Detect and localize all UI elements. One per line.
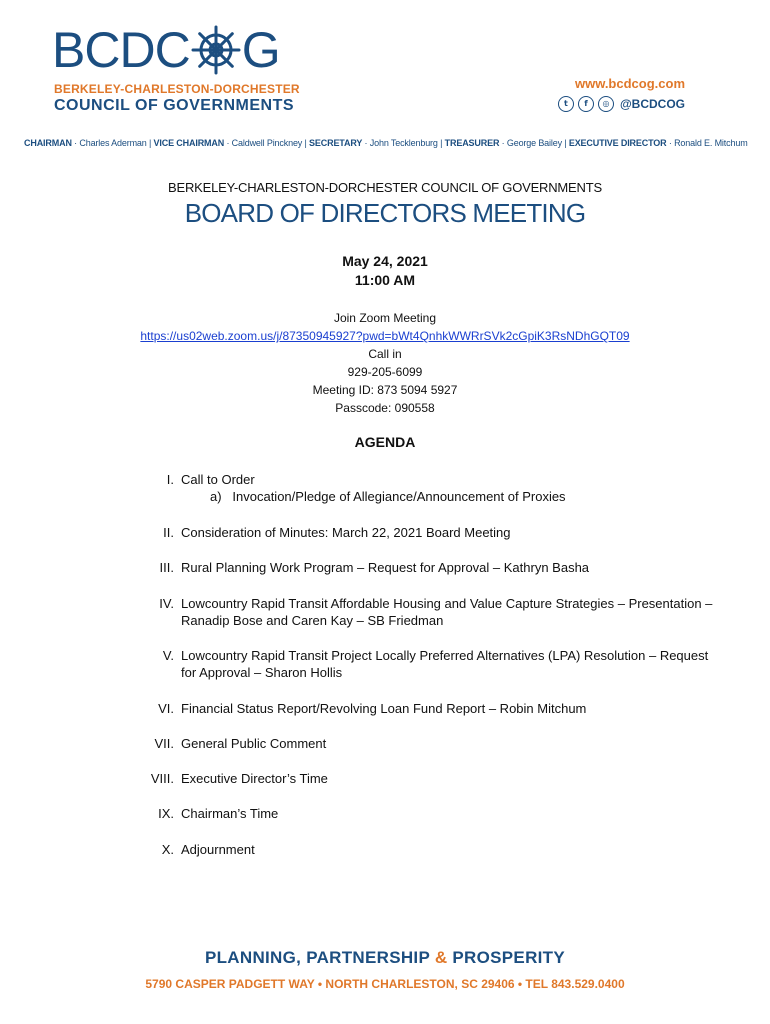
twitter-icon[interactable]: t <box>558 96 574 112</box>
agenda-item-number: I. <box>166 472 174 487</box>
agenda-item-text: Chairman’s Time <box>181 806 279 821</box>
officer-name: John Tecklenburg <box>369 138 438 148</box>
meeting-date: May 24, 2021 <box>342 253 428 269</box>
agenda-item-number: IX. <box>158 806 174 821</box>
logo-wordmark <box>52 22 280 78</box>
agenda-sub-item: a) Invocation/Pledge of Allegiance/Announcement of Proxies <box>210 489 566 504</box>
officer-role: VICE CHAIRMAN <box>153 138 225 148</box>
meeting-time: 11:00 AM <box>354 272 416 288</box>
social-media <box>558 95 685 113</box>
officer-role: SECRETARY <box>309 138 363 148</box>
instagram-icon[interactable]: ◎ <box>598 96 614 112</box>
organization-logo <box>52 22 300 122</box>
agenda-item-number: VIII. <box>150 771 174 786</box>
logo-subtitle-region: BERKELEY-CHARLESTON-DORCHESTER <box>54 82 300 96</box>
ships-wheel-icon <box>191 25 241 75</box>
tagline-part-a: PLANNING, PARTNERSHIP <box>204 948 435 967</box>
officer-name: Ronald E. Mitchum <box>674 138 748 148</box>
agenda-item-text: Lowcountry Rapid Transit Project Locally Preferred Alternatives (LPA) Resolution – Request for Approval – Sharon Hollis <box>181 648 709 680</box>
website-link[interactable]: www.bcdcog.com <box>574 76 685 91</box>
agenda-item-text: Call to Order <box>181 472 255 487</box>
agenda-item-text: Financial Status Report/Revolving Loan Fund Report – Robin Mitchum <box>181 701 587 716</box>
officer-role: CHAIRMAN <box>24 138 72 148</box>
agenda-item-text: Lowcountry Rapid Transit Affordable Housing and Value Capture Strategies – Presentation – Ranadip Bose and Caren Kay – SB Friedman <box>181 596 713 628</box>
agenda-item-number: VII. <box>154 736 174 751</box>
tagline-ampersand: & <box>434 948 448 967</box>
officer-name: George Bailey <box>506 138 562 148</box>
call-in-phone: 929-205-6099 <box>347 365 423 379</box>
tagline-part-b: PROSPERITY <box>447 948 565 967</box>
passcode: Passcode: 090558 <box>335 401 435 415</box>
zoom-details <box>0 309 770 417</box>
meeting-id: Meeting ID: 873 5094 5927 <box>312 383 458 397</box>
zoom-join-label: Join Zoom Meeting <box>333 311 437 325</box>
officer-role: EXECUTIVE DIRECTOR <box>568 138 667 148</box>
footer-tagline <box>0 948 770 968</box>
agenda-item-number: II. <box>163 525 174 540</box>
officer-name: Charles Aderman <box>79 138 147 148</box>
agenda-item-text: General Public Comment <box>181 736 327 751</box>
footer-address: 5790 CASPER PADGETT WAY • NORTH CHARLESTON, SC 29406 • TEL 843.529.0400 <box>145 977 625 991</box>
agenda-item-number: V. <box>162 648 174 663</box>
logo-letters-right: G <box>241 22 280 78</box>
agenda-item-number: III. <box>159 560 174 575</box>
officers-line: CHAIRMAN · Charles Aderman | VICE CHAIRMAN · Caldwell Pinckney | SECRETARY · John Tecklenburg | TREASURER · George Bailey | EXECUTIVE DIRECTOR · Ronald E. Mitchum <box>24 138 748 148</box>
organization-name: BERKELEY-CHARLESTON-DORCHESTER COUNCIL OF GOVERNMENTS <box>168 180 602 195</box>
call-in-label: Call in <box>368 347 402 361</box>
zoom-link[interactable]: https://us02web.zoom.us/j/87350945927?pwd=bWt4QnhkWWRrSVk2cGpiK3RsNDhGQT09 <box>140 329 630 343</box>
agenda-item-number: IV. <box>159 596 174 611</box>
officer-name: Caldwell Pinckney <box>231 138 303 148</box>
logo-subtitle-council: COUNCIL OF GOVERNMENTS <box>54 97 295 114</box>
agenda-item-text: Rural Planning Work Program – Request for Approval – Kathryn Basha <box>181 560 590 575</box>
logo-letters-left: BCDC <box>52 22 190 78</box>
agenda-item-text: Consideration of Minutes: March 22, 2021 Board Meeting <box>181 525 511 540</box>
agenda-item-number: VI. <box>158 701 174 716</box>
agenda-item-number: X. <box>161 842 174 857</box>
agenda-item-text: Adjournment <box>181 842 255 857</box>
agenda-item-text: Executive Director’s Time <box>181 771 328 786</box>
officer-role: TREASURER <box>444 138 500 148</box>
facebook-icon[interactable]: f <box>578 96 594 112</box>
page-title: BOARD OF DIRECTORS MEETING <box>184 198 586 228</box>
social-handle: @BCDCOG <box>619 97 685 111</box>
agenda-heading: AGENDA <box>354 434 416 450</box>
